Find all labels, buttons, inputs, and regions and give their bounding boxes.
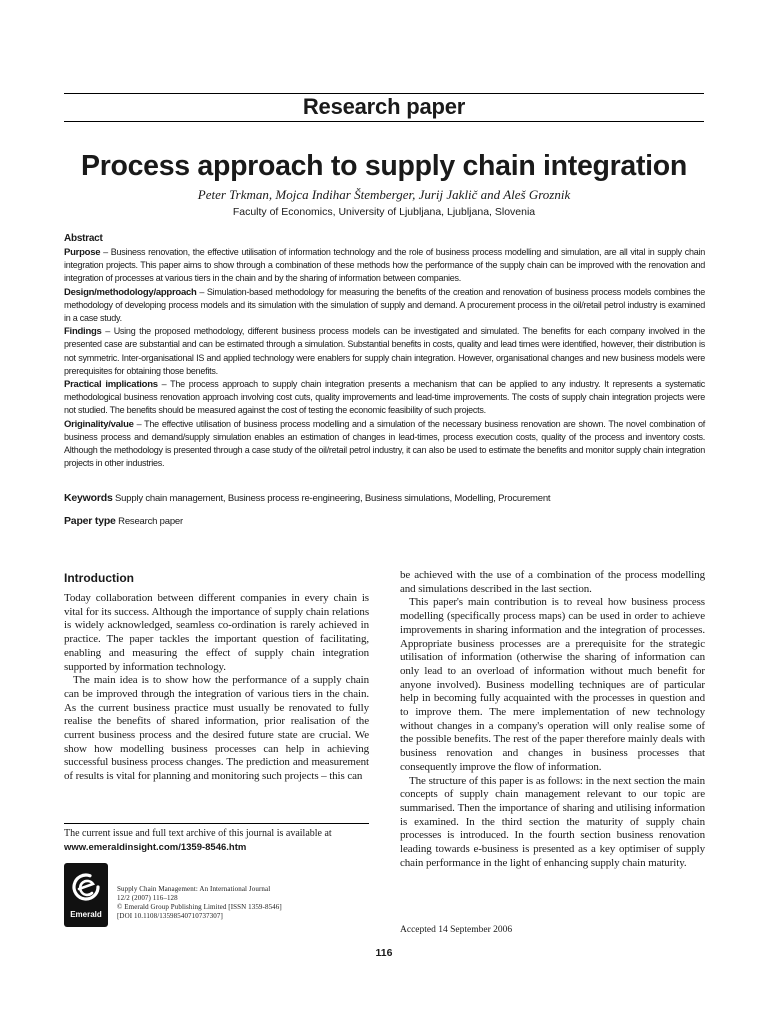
archive-note-text: The current issue and full text archive of this journal is available at [64, 828, 332, 839]
body-paragraph: The main idea is to show how the performance of a supply chain can be improved through the integration of various tiers in the chain. As the current business practice must usually be renovated to fully realise the benefits of shared information, prior realisation of the current business process and the desired future state are crucial. We show how modelling business processes can help in achieving successful business process changes. The prediction and measurement of results is vital for planning and monitoring such projects – this can [64, 674, 369, 783]
body-column-right [400, 569, 705, 870]
abstract [64, 232, 705, 470]
keywords [64, 491, 704, 506]
page-number: 116 [375, 947, 393, 959]
journal-copyright: © Emerald Group Publishing Limited [ISSN 1359-8546] [117, 903, 282, 911]
abstract-label: Findings [64, 326, 102, 338]
abstract-text: The effective utilisation of business process modelling and a simulation of the necessary business renovation are shown. The novel combination of business process and demand/supply simulation enables an estimation of changes in lead-times, process execution costs, quality of the process and inventory costs. Although the methodology is presented through a case study of the oil/retail petrol industry, it can also be used to estimate the benefits and monitor supply chain integration projects in other industries. [64, 418, 705, 469]
abstract-label: Practical implications [64, 379, 158, 391]
abstract-purpose: Purpose – Business renovation, the effective utilisation of information technology and the role of business process modelling and simulation, are all vital in supply chain integration projects. This paper aims to show through a combination of these methods how the performance of the supply chain can be improved with the renovation and integration of processes at various tiers in the chain and by the sharing of information between companies. [64, 247, 705, 284]
section-label: Research paper [302, 94, 466, 119]
abstract-originality: Originality/value – The effective utilisation of business process modelling and a simulation of the necessary business renovation are shown. The novel combination of business process and demand/supply simulation enables an estimation of changes in lead-times, process execution costs, quality of the process and inventory costs. Although the methodology is presented through a case study of the oil/retail petrol industry, it can also be used to estimate the benefits and monitor supply chain integration projects in other industries. [64, 418, 705, 469]
body-paragraph: be achieved with the use of a combination of the process modelling and simulations described in the last section. [400, 569, 705, 595]
paper-title: Process approach to supply chain integration [80, 150, 687, 182]
abstract-text: Simulation-based methodology for measuring the benefits of the creation and renovation of business process models combines the methodology of developing process models and its simulation with the simulation of supply and demand. A procurement process in the oil/retail petrol industry is examined in a case study. [64, 286, 705, 324]
accepted-date: Accepted 14 September 2006 [400, 925, 513, 935]
abstract-heading: Abstract [64, 233, 103, 244]
archive-url-link[interactable]: www.emeraldinsight.com/1359-8546.htm [64, 842, 247, 853]
body-paragraph: The structure of this paper is as follows: in the next section the main concepts of supply chain management relevant to our topic are summarised. Then the importance of sharing and utilising information is examined. In the third section the maturity of supply chain processes is introduced. In the fourth section business renovation leading towards e-business is presented as a key optimiser of supply chain performance in the light of enhancing supply chain maturity. [400, 774, 705, 869]
paper-type-label: Paper type [64, 515, 116, 527]
abstract-practical-implications: Practical implications – The process approach to supply chain integration presents a mechanism that can be applied to any industry. It represents a systematic methodological business renovation approach involving cost cuts, quality improvements and lead-time improvements. The costs of supply chain integration projects were not studied. The benefits should be measured against the cost of testing the economic feasibility of such projects. [64, 379, 706, 416]
emerald-swirl-icon [68, 868, 104, 906]
header-bottom-rule [64, 121, 704, 122]
paper-type [64, 514, 704, 529]
keywords-label: Keywords [64, 492, 113, 504]
archive-note [64, 827, 369, 855]
abstract-label: Design/methodology/approach [64, 286, 197, 298]
emerald-logo [64, 863, 108, 927]
body-column-left [64, 592, 369, 784]
keywords-text: Supply chain management, Business process re-engineering, Business simulations, Modelling, Procurement [115, 493, 551, 504]
paper-type-text: Research paper [118, 516, 183, 527]
authors: Peter Trkman, Mojca Indihar Štemberger, Jurij Jaklič and Aleš Groznik [197, 187, 571, 202]
journal-name: Supply Chain Management: An International Journal [117, 885, 271, 893]
journal-info [117, 885, 367, 921]
abstract-label: Purpose [64, 247, 101, 258]
affiliation: Faculty of Economics, University of Ljubljana, Ljubljana, Slovenia [232, 206, 536, 218]
body-paragraph: Today collaboration between different companies in every chain is vital for its success. Although the importance of supply chain relations is widely acknowledged, seamless co-ordination is rarely achieved in practice. The paper tackles the important question of facilitating, enabling and measuring the effect of supply chain integration supported by information technology. [64, 592, 369, 673]
introduction-heading: Introduction [64, 571, 134, 585]
archive-divider [64, 823, 369, 824]
body-paragraph: This paper's main contribution is to reveal how business process modelling (specifically process maps) can be used in order to achieve improvements in sharing information and the integration of processes. Appropriate business processes are a prerequisite for the strategic utilisation of information (otherwise the sharing of information can only lead to an overload of information without much benefit for anyone involved). Business modelling techniques are of particular help in becoming fully acquainted with the processes in question and to improve them. The mere implementation of new technology without changes in a company's operation will only realise some of the possible benefits. The rest of the paper therefore mainly deals with business renovation and changes in business processes that consequently improve the flow of information. [400, 596, 705, 773]
journal-volume: 12/2 (2007) 116–128 [117, 894, 178, 902]
abstract-findings: Findings – Using the proposed methodology, different business process models can be investigated and simulated. The benefits for each company involved in the presented case are substantial and can be estimated through a simulation. Substantial benefits in costs, quality and lead times were identified, however, their distribution is not symmetric. Inter-organisational IS and applied technology were enablers for supply chain integration. However, organisational changes and new business models were prerequisites for obtaining those benefits. [64, 326, 705, 376]
journal-doi: [DOI 10.1108/13598540710737307] [117, 912, 223, 920]
abstract-text: The process approach to supply chain integration presents a mechanism that can be applied to any industry. It represents a systematic methodological business renovation approach involving cost cuts, quality improvements and lead-time improvements. The costs of supply chain integration projects were not studied. The benefits should be measured against the cost of testing the economic feasibility of such projects. [64, 379, 706, 416]
emerald-logo-text: Emerald [70, 910, 102, 919]
abstract-text: Using the proposed methodology, different business process models can be investigated and simulated. The benefits for each company involved in the presented case are substantial and can be estimated through a simulation. Substantial benefits in costs, quality and lead times were identified, however, their distribution is not symmetric. Inter-organisational IS and applied technology were enablers for supply chain integration. However, organisational changes and new business models were prerequisites for obtaining those benefits. [64, 326, 705, 376]
abstract-text: Business renovation, the effective utilisation of information technology and the role of business process modelling and simulation, are all vital in supply chain integration projects. This paper aims to show through a combination of these methods how the performance of the supply chain can be improved with the renovation and integration of processes at various tiers in the chain and by the sharing of information between companies. [64, 247, 705, 284]
abstract-label: Originality/value [64, 418, 134, 430]
abstract-design: Design/methodology/approach – Simulation-based methodology for measuring the benefits of the creation and renovation of business process models combines the methodology of developing process models and its simulation with the simulation of supply and demand. A procurement process in the oil/retail petrol industry is examined in a case study. [64, 286, 705, 324]
